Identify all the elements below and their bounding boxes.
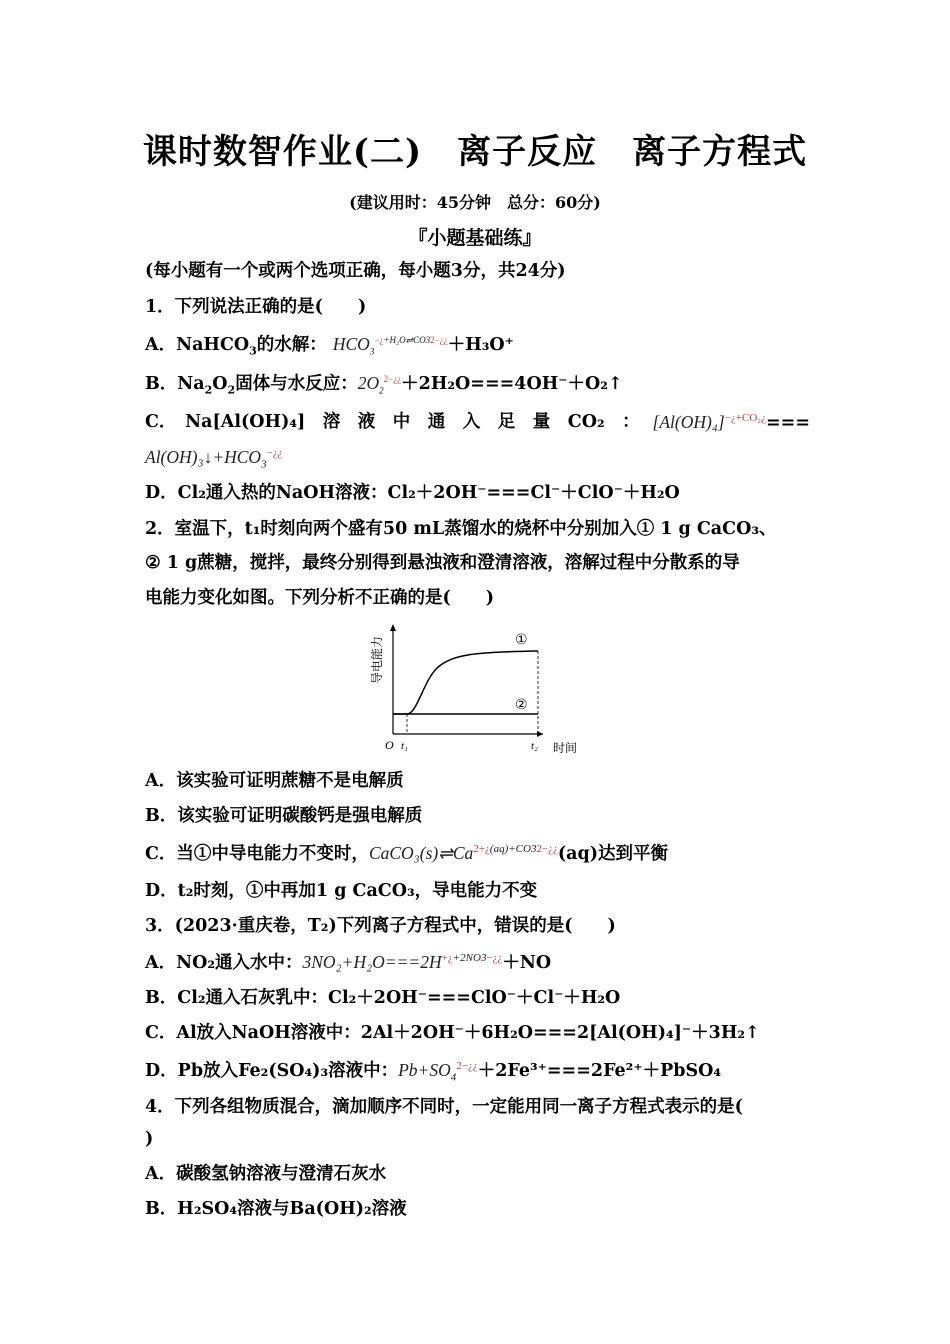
q1-option-c-line2: $Al(OH)_3↓+HCO_3^{-¿¿}$ <box>145 447 283 471</box>
q1-option-c: C． Na[Al(OH)₄] 溶 液 中 通 入 足 量 CO₂ ： $[Al(OH)_4]^{-¿+CO_2¿}===$ <box>145 412 810 433</box>
y-axis-label: 导电能力 <box>370 635 384 684</box>
q3-option-c: C．Al放入NaOH溶液中：2Al＋2OH⁻＋6H₂O===2[Al(OH)₄]⁻＋3H₂↑ <box>145 1023 760 1043</box>
q2-stem-1: 2．室温下，t₁时刻向两个盛有50 mL蒸馏水的烧杯中分别加入① 1 g CaCO₃、 <box>145 519 777 539</box>
q4-stem-2: ) <box>145 1129 154 1149</box>
q2-option-a: A．该实验可证明蔗糖不是电解质 <box>145 771 404 791</box>
t2-label: t₂ <box>531 740 538 752</box>
section-heading: 『小题基础练』 <box>408 227 542 249</box>
x-axis-label: 时间 <box>553 741 578 755</box>
q2-option-d: D．t₂时刻，①中再加1 g CaCO₃，导电能力不变 <box>145 881 538 901</box>
q1-option-b: B．$Na_2O_2$固体与水反应：$2O_2^{2-¿¿}+2H_2O===4OH^-+O_2↑$ <box>145 373 623 397</box>
instruction: (每小题有一个或两个选项正确，每小题3分，共24分) <box>145 261 566 281</box>
curve-1-label: ① <box>515 632 528 648</box>
time-note: (建议用时：45分钟 总分：60分) <box>349 193 601 212</box>
page-title: 课时数智作业(二) 离子反应 离子方程式 <box>142 132 808 172</box>
q4-option-b: B．H₂SO₄溶液与Ba(OH)₂溶液 <box>145 1199 407 1219</box>
q2-stem-3: 电能力变化如图。下列分析不正确的是( ) <box>145 588 495 608</box>
q3-stem: 3．(2023·重庆卷，T₂)下列离子方程式中，错误的是( ) <box>145 916 616 936</box>
t1-label: t₁ <box>401 740 408 752</box>
q3-option-b: B．Cl₂通入石灰乳中：Cl₂＋2OH⁻===ClO⁻＋Cl⁻＋H₂O <box>145 988 621 1008</box>
origin-label: O <box>385 738 394 752</box>
q3-option-d: D．Pb放入Fe₂(SO₄)₃溶液中：$Pb+SO_4^{2-¿¿}+2Fe^{3+}===2Fe^{2+}+PbSO_4$ <box>145 1060 722 1084</box>
q3-option-a: A．NO₂通入水中：$3NO_2+H_2O===2H^{+¿+2NO3-¿¿}+NO$ <box>145 952 552 973</box>
q1-option-a: A．NaHCO$_3$的水解： $HCO_3^{-¿+H_2O\rightleftharpoons CO32-¿¿}+H_3O^+$ <box>145 334 514 358</box>
q4-option-a: A．碳酸氢钠溶液与澄清石灰水 <box>145 1164 387 1184</box>
q2-option-b: B．该实验可证明碳酸钙是强电解质 <box>145 806 423 826</box>
q4-stem-1: 4．下列各组物质混合，滴加顺序不同时，一定能用同一离子方程式表示的是( <box>145 1097 743 1117</box>
q2-option-c: C．当①中导电能力不变时，$CaCO_3(s)\rightleftharpoons Ca^{2+¿(aq)+CO32-¿¿}(aq)$达到平衡 <box>145 843 669 864</box>
curve-2-label: ② <box>515 697 528 713</box>
conductivity-graph <box>365 622 585 762</box>
y-axis-arrow <box>390 624 396 631</box>
q2-stem-2: ② 1 g蔗糖，搅拌，最终分别得到悬浊液和澄清溶液，溶解过程中分散系的导 <box>145 553 740 573</box>
q1-stem: 1．下列说法正确的是( ) <box>145 297 367 317</box>
q1-option-d: D．Cl₂通入热的NaOH溶液：Cl₂＋2OH⁻===Cl⁻＋ClO⁻＋H₂O <box>145 483 680 503</box>
